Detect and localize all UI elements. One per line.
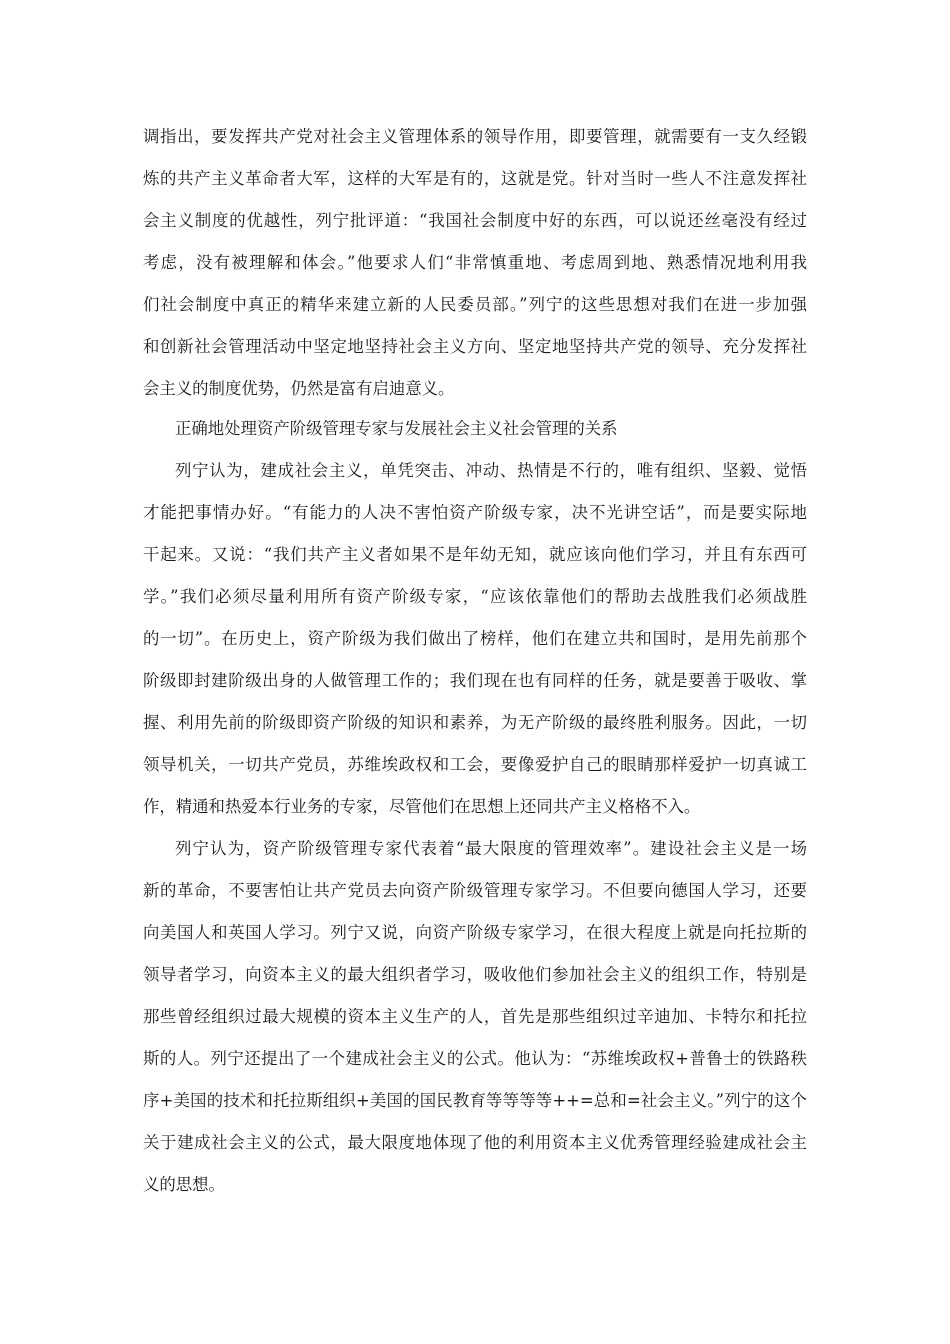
paragraph-3-line: 关于建成社会主义的公式，最大限度地体现了他的利用资本主义优秀管理经验建成社会主 — [143, 1133, 807, 1152]
paragraph-2-line: 学。”我们必须尽量利用所有资产阶级专家，“应该依靠他们的帮助去战胜我们必须战胜 — [143, 587, 807, 606]
paragraph-3-line: 列宁认为，资产阶级管理专家代表着“最大限度的管理效率”。建设社会主义是一场 — [175, 839, 807, 858]
paragraph-3-line: 序+美国的技术和托拉斯组织+美国的国民教育等等等等++=总和=社会主义。”列宁的这个 — [143, 1091, 807, 1110]
paragraph-1-line: 会主义制度的优越性，列宁批评道：“我国社会制度中好的东西，可以说还丝毫没有经过 — [143, 211, 807, 230]
paragraph-2-line: 握、利用先前的阶级即资产阶级的知识和素养，为无产阶级的最终胜利服务。因此，一切 — [143, 713, 807, 732]
section-heading: 正确地处理资产阶级管理专家与发展社会主义社会管理的关系 — [175, 419, 618, 438]
paragraph-1-line: 调指出，要发挥共产党对社会主义管理体系的领导作用，即要管理，就需要有一支久经锻 — [143, 127, 807, 146]
paragraph-1-line: 们社会制度中真正的精华来建立新的人民委员部。”列宁的这些思想对我们在进一步加强 — [143, 295, 807, 314]
paragraph-2-line: 才能把事情办好。“有能力的人决不害怕资产阶级专家，决不光讲空话”，而是要实际地 — [143, 503, 807, 522]
paragraph-3-line: 斯的人。列宁还提出了一个建成社会主义的公式。他认为：“苏维埃政权+普鲁士的铁路秩 — [143, 1049, 807, 1068]
paragraph-2-line: 领导机关，一切共产党员，苏维埃政权和工会，要像爱护自己的眼睛那样爱护一切真诚工 — [143, 755, 807, 774]
paragraph-1-line: 炼的共产主义革命者大军，这样的大军是有的，这就是党。针对当时一些人不注意发挥社 — [143, 169, 807, 188]
paragraph-2-line: 阶级即封建阶级出身的人做管理工作的；我们现在也有同样的任务，就是要善于吸收、掌 — [143, 671, 807, 690]
paragraph-3-line: 向美国人和英国人学习。列宁又说，向资产阶级专家学习，在很大程度上就是向托拉斯的 — [143, 923, 807, 942]
paragraph-1-line: 会主义的制度优势，仍然是富有启迪意义。 — [143, 379, 455, 398]
paragraph-1-line: 考虑，没有被理解和体会。”他要求人们“非常慎重地、考虑周到地、熟悉情况地利用我 — [143, 253, 807, 272]
paragraph-2-line: 的一切”。在历史上，资产阶级为我们做出了榜样，他们在建立共和国时，是用先前那个 — [143, 629, 807, 648]
paragraph-2-line: 列宁认为，建成社会主义，单凭突击、冲动、热情是不行的，唯有组织、坚毅、觉悟 — [175, 461, 807, 480]
paragraph-2-line: 作，精通和热爱本行业务的专家，尽管他们在思想上还同共产主义格格不入。 — [143, 797, 701, 816]
paragraph-3-line: 领导者学习，向资本主义的最大组织者学习，吸收他们参加社会主义的组织工作，特别是 — [143, 965, 807, 984]
paragraph-3-line: 那些曾经组织过最大规模的资本主义生产的人，首先是那些组织过辛迪加、卡特尔和托拉 — [143, 1007, 807, 1026]
paragraph-2-line: 干起来。又说：“我们共产主义者如果不是年幼无知，就应该向他们学习，并且有东西可 — [143, 545, 807, 564]
paragraph-3-line: 新的革命，不要害怕让共产党员去向资产阶级管理专家学习。不但要向德国人学习，还要 — [143, 881, 807, 900]
paragraph-3-line: 义的思想。 — [143, 1175, 225, 1194]
paragraph-1-line: 和创新社会管理活动中坚定地坚持社会主义方向、坚定地坚持共产党的领导、充分发挥社 — [143, 337, 807, 356]
